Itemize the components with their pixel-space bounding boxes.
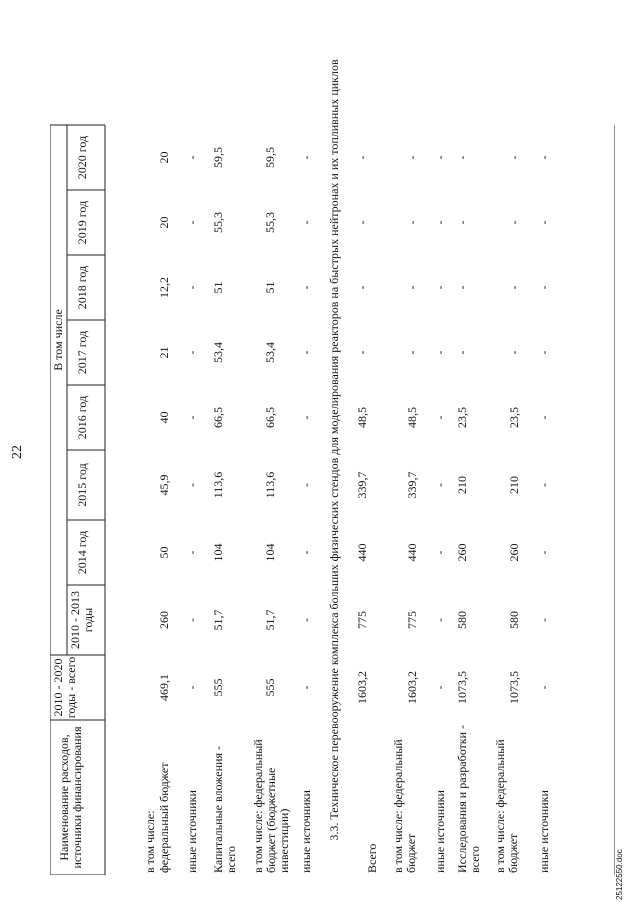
value-cell: 555 bbox=[263, 678, 277, 697]
value-cell: - bbox=[455, 285, 469, 290]
value-cell: 210 bbox=[455, 476, 469, 494]
row-label: иные источники bbox=[299, 790, 313, 873]
value-cell: - bbox=[355, 285, 369, 290]
value-cell: - bbox=[433, 618, 447, 622]
value-cell: 20 bbox=[157, 151, 171, 164]
value-cell: - bbox=[299, 618, 313, 622]
value-cell: - bbox=[537, 285, 551, 290]
value-cell: - bbox=[537, 155, 551, 160]
page-number: 22 bbox=[10, 445, 25, 459]
row-label: в том числе: федеральный бюджет (бюджетные инвестиции) bbox=[251, 739, 291, 873]
value-cell: - bbox=[455, 155, 469, 160]
value-cell: 104 bbox=[211, 543, 225, 562]
value-cell: 260 bbox=[507, 543, 521, 562]
value-cell: 53,4 bbox=[211, 342, 225, 363]
row-label: иные источники bbox=[185, 790, 199, 873]
value-cell: - bbox=[299, 155, 313, 160]
value-cell: 48,5 bbox=[405, 407, 419, 428]
value-cell: - bbox=[185, 483, 199, 487]
value-cell: - bbox=[537, 415, 551, 420]
value-cell: 55,3 bbox=[211, 212, 225, 233]
value-cell: - bbox=[507, 285, 521, 290]
value-cell: 1073,5 bbox=[507, 671, 521, 704]
row-label: иные источники bbox=[433, 790, 447, 873]
header-period-2: 2015 год bbox=[75, 463, 89, 507]
document-code: 25122550.doc bbox=[615, 849, 624, 900]
header-period-0: 2010 - 2013 годы bbox=[68, 591, 95, 649]
value-cell: - bbox=[537, 483, 551, 487]
header-including: В том числе bbox=[51, 309, 65, 371]
header-name: Наименование расходов, источники финансирования bbox=[57, 726, 84, 869]
value-cell: 775 bbox=[355, 611, 369, 629]
value-cell: 51,7 bbox=[211, 609, 225, 631]
value-cell: - bbox=[433, 350, 447, 355]
value-cell: 104 bbox=[263, 543, 277, 562]
value-cell: - bbox=[185, 685, 199, 690]
value-cell: - bbox=[405, 285, 419, 290]
value-cell: - bbox=[355, 220, 369, 225]
value-cell: - bbox=[299, 415, 313, 420]
value-cell: 21 bbox=[157, 346, 171, 359]
value-cell: - bbox=[537, 220, 551, 225]
value-cell: 469,1 bbox=[157, 674, 171, 701]
value-cell: 59,5 bbox=[263, 147, 277, 168]
value-cell: - bbox=[355, 155, 369, 160]
row-label: Исследования и разработки - всего bbox=[455, 724, 482, 873]
value-cell: 51 bbox=[263, 281, 277, 294]
value-cell: 55,3 bbox=[263, 212, 277, 233]
header-period-5: 2018 год bbox=[75, 265, 89, 310]
value-cell: - bbox=[355, 350, 369, 355]
value-cell: - bbox=[299, 285, 313, 290]
value-cell: 1073,5 bbox=[455, 671, 469, 704]
value-cell: 580 bbox=[455, 611, 469, 629]
value-cell: - bbox=[433, 220, 447, 225]
value-cell: - bbox=[185, 550, 199, 555]
value-cell: 23,5 bbox=[507, 407, 521, 428]
value-cell: 20 bbox=[157, 216, 171, 229]
value-cell: 23,5 bbox=[455, 407, 469, 428]
value-cell: - bbox=[433, 285, 447, 290]
value-cell: - bbox=[455, 220, 469, 225]
value-cell: 45,9 bbox=[157, 474, 171, 496]
value-cell: - bbox=[455, 350, 469, 355]
value-cell: 210 bbox=[507, 476, 521, 494]
value-cell: 260 bbox=[157, 611, 171, 629]
value-cell: 775 bbox=[405, 611, 419, 629]
header-period-1: 2014 год bbox=[75, 530, 89, 575]
value-cell: - bbox=[185, 285, 199, 290]
value-cell: - bbox=[537, 550, 551, 555]
value-cell: 555 bbox=[211, 678, 225, 697]
value-cell: 40 bbox=[157, 411, 171, 424]
value-cell: - bbox=[537, 685, 551, 690]
value-cell: - bbox=[433, 685, 447, 690]
value-cell: - bbox=[299, 550, 313, 555]
row-label: Всего bbox=[365, 843, 379, 873]
value-cell: - bbox=[185, 415, 199, 420]
value-cell: 580 bbox=[507, 611, 521, 629]
value-cell: 50 bbox=[157, 546, 171, 559]
value-cell: 113,6 bbox=[211, 471, 225, 499]
value-cell: 440 bbox=[355, 543, 369, 562]
value-cell: 51 bbox=[211, 281, 225, 294]
value-cell: - bbox=[507, 220, 521, 225]
value-cell: 66,5 bbox=[263, 407, 277, 428]
value-cell: 339,7 bbox=[355, 471, 369, 499]
value-cell: 113,6 bbox=[263, 471, 277, 499]
value-cell: 48,5 bbox=[355, 407, 369, 428]
value-cell: - bbox=[433, 550, 447, 555]
value-cell: - bbox=[433, 415, 447, 420]
value-cell: - bbox=[185, 220, 199, 225]
value-cell: - bbox=[185, 155, 199, 160]
value-cell: 53,4 bbox=[263, 342, 277, 363]
value-cell: - bbox=[507, 155, 521, 160]
value-cell: - bbox=[537, 618, 551, 622]
row-label: иные источники bbox=[537, 790, 551, 873]
row-label: в том числе: федеральный бюджет bbox=[391, 739, 418, 873]
value-cell: - bbox=[537, 350, 551, 355]
header-period-6: 2019 год bbox=[75, 200, 89, 245]
financing-table bbox=[50, 25, 615, 875]
value-cell: - bbox=[405, 220, 419, 225]
value-cell: - bbox=[185, 618, 199, 622]
row-label: в том числе: bbox=[143, 810, 157, 873]
value-cell: 1603,2 bbox=[405, 671, 419, 704]
value-cell: - bbox=[405, 350, 419, 355]
header-period-7: 2020 год bbox=[75, 135, 89, 180]
value-cell: - bbox=[433, 483, 447, 487]
value-cell: 260 bbox=[455, 543, 469, 562]
value-cell: 440 bbox=[405, 543, 419, 562]
header-period-4: 2017 год bbox=[75, 330, 89, 375]
header-period-3: 2016 год bbox=[75, 395, 89, 440]
value-cell: 339,7 bbox=[405, 471, 419, 499]
value-cell: - bbox=[185, 350, 199, 355]
row-label: Капитальные вложения - всего bbox=[211, 746, 238, 873]
row-label: в том числе: федеральный бюджет bbox=[493, 739, 520, 873]
value-cell: - bbox=[299, 685, 313, 690]
value-cell: - bbox=[299, 350, 313, 355]
value-cell: - bbox=[507, 350, 521, 355]
value-cell: 1603,2 bbox=[355, 671, 369, 704]
value-cell: - bbox=[299, 483, 313, 487]
value-cell: - bbox=[433, 155, 447, 160]
header-total: 2010 - 2020 годы - всего bbox=[51, 656, 78, 719]
value-cell: - bbox=[405, 155, 419, 160]
value-cell: 12,2 bbox=[157, 277, 171, 298]
value-cell: 51,7 bbox=[263, 609, 277, 631]
value-cell: - bbox=[299, 220, 313, 225]
section-title: 3.3. Техническое перевооружение комплекса больших физических стендов для моделирования реакторов на быстрых нейтронах и их топливных циклов bbox=[327, 59, 341, 841]
row-label: федеральный бюджет bbox=[157, 762, 171, 873]
value-cell: 59,5 bbox=[211, 147, 225, 168]
value-cell: 66,5 bbox=[211, 407, 225, 428]
